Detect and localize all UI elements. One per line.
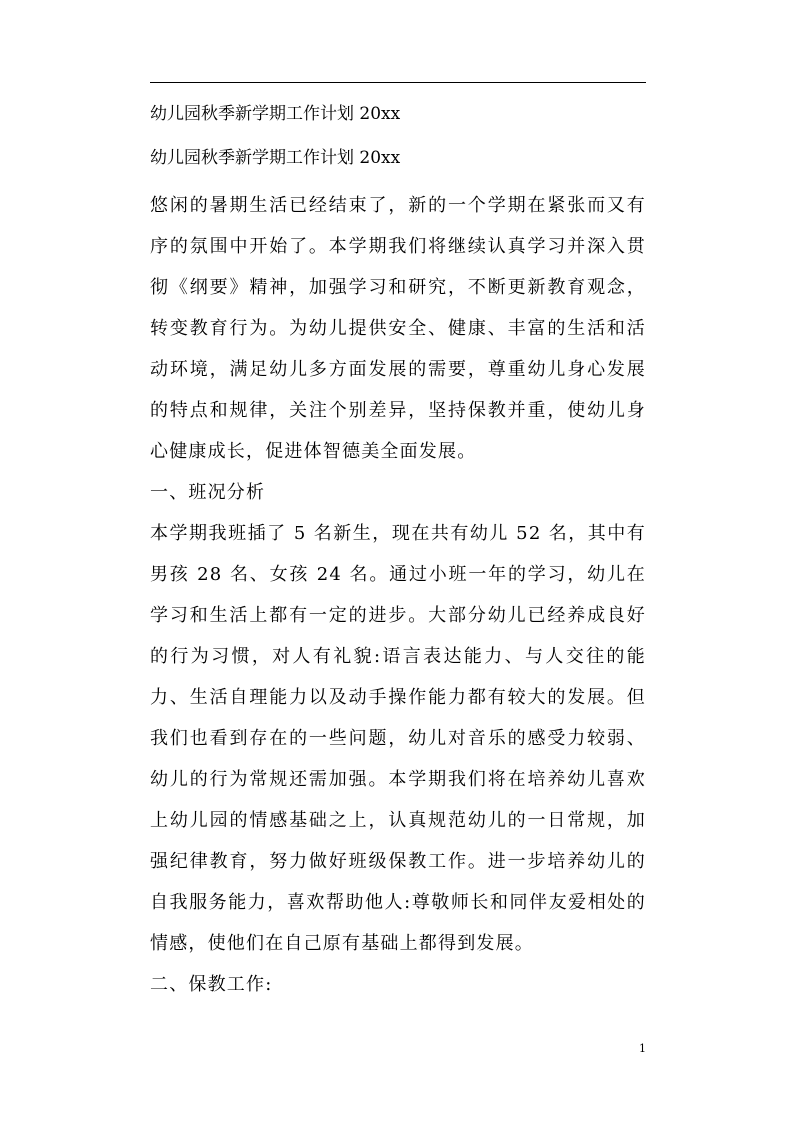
page-number: 1 bbox=[639, 1042, 646, 1055]
document-title: 幼儿园秋季新学期工作计划 20xx bbox=[150, 104, 401, 124]
document-title-repeat: 幼儿园秋季新学期工作计划 20xx bbox=[150, 148, 401, 168]
header-rule bbox=[150, 82, 646, 83]
section-1-heading: 一、班况分析 bbox=[150, 482, 266, 503]
document-body bbox=[150, 103, 646, 1005]
section-1-paragraph: 本学期我班插了 5 名新生，现在共有幼儿 52 名，其中有男孩 28 名、女孩 24 名。通过小班一年的学习，幼儿在学习和生活上都有一定的进步。大部分幼儿已经养成良好的行为习惯，对人有礼貌:语言表达能力、与人交往的能力、生活自理能力以及动手操作能力都有较大的发展。但我们也看到存在的一些问题，幼儿对音乐的感受力较弱、幼儿的行为常规还需加强。本学期我们将在培养幼儿喜欢上幼儿园的情感基础之上，认真规范幼儿的一日常规，加强纪律教育，努力做好班级保教工作。进一步培养幼儿的自我服务能力，喜欢帮助他人:尊敬师长和同伴友爱相处的情感，使他们在自己原有基础上都得到发展。 bbox=[150, 523, 646, 954]
intro-paragraph: 悠闲的暑期生活已经结束了，新的一个学期在紧张而又有序的氛围中开始了。本学期我们将继续认真学习并深入贯彻《纲要》精神，加强学习和研究，不断更新教育观念，转变教育行为。为幼儿提供安全、健康、丰富的生活和活动环境，满足幼儿多方面发展的需要，尊重幼儿身心发展的特点和规律，关注个别差异，坚持保教并重，使幼儿身心健康成长，促进体智德美全面发展。 bbox=[150, 195, 646, 462]
section-2-heading: 二、保教工作: bbox=[150, 974, 273, 995]
